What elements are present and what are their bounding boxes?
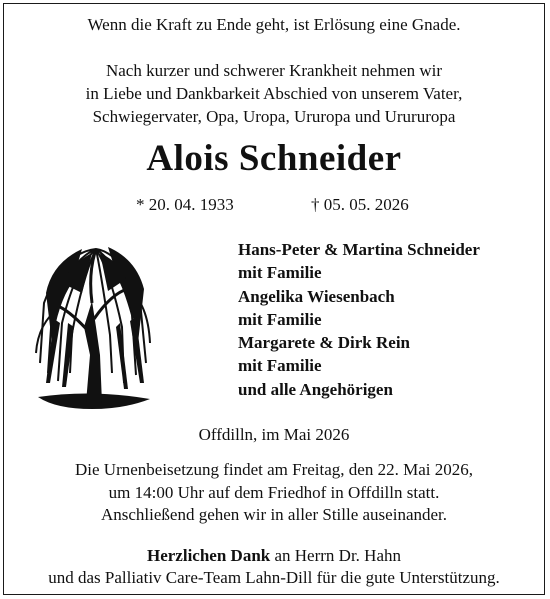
- intro-line-2: in Liebe und Dankbarkeit Abschied von unserem Vater,: [85, 84, 463, 103]
- mourner-line: Hans-Peter & Martina Schneider: [238, 240, 480, 259]
- mourner-line: mit Familie: [238, 356, 322, 376]
- thanks-rest: an Herrn Dr. Hahn: [270, 546, 401, 565]
- intro-line-1: Nach kurzer und schwerer Krankheit nehmen wir: [105, 61, 443, 80]
- obituary-card: [3, 3, 545, 595]
- birth-date: * 20. 04. 1933: [136, 195, 234, 214]
- mourner-line: und alle Angehörigen: [238, 379, 393, 399]
- place-date: Offdilln, im Mai 2026: [198, 425, 350, 444]
- thanks-line-1: [4, 545, 544, 567]
- funeral-line-3: Anschließend gehen wir in aller Stille auseinander.: [100, 505, 448, 524]
- weeping-willow-icon: [32, 223, 156, 415]
- thanks-bold: Herzlichen Dank: [146, 546, 271, 565]
- mourner-line: Angelika Wiesenbach: [238, 286, 395, 306]
- death-date: † 05. 05. 2026: [311, 195, 409, 214]
- mourner-line: mit Familie: [238, 309, 322, 329]
- intro-line-3: Schwiegervater, Opa, Uropa, Ururopa und Urururopa: [92, 107, 456, 126]
- funeral-line-2: um 14:00 Uhr auf dem Friedhof in Offdilln statt.: [108, 483, 440, 502]
- motto: Wenn die Kraft zu Ende geht, ist Erlösung eine Gnade.: [87, 15, 461, 34]
- deceased-name: Alois Schneider: [146, 138, 402, 179]
- mourners-list: [238, 238, 538, 401]
- funeral-line-1: Die Urnenbeisetzung findet am Freitag, den 22. Mai 2026,: [75, 460, 473, 479]
- mourner-line: mit Familie: [238, 263, 322, 283]
- thanks-line-2: und das Palliativ Care-Team Lahn-Dill für die gute Unterstützung.: [48, 568, 500, 587]
- mourner-line: Margarete & Dirk Rein: [238, 333, 410, 353]
